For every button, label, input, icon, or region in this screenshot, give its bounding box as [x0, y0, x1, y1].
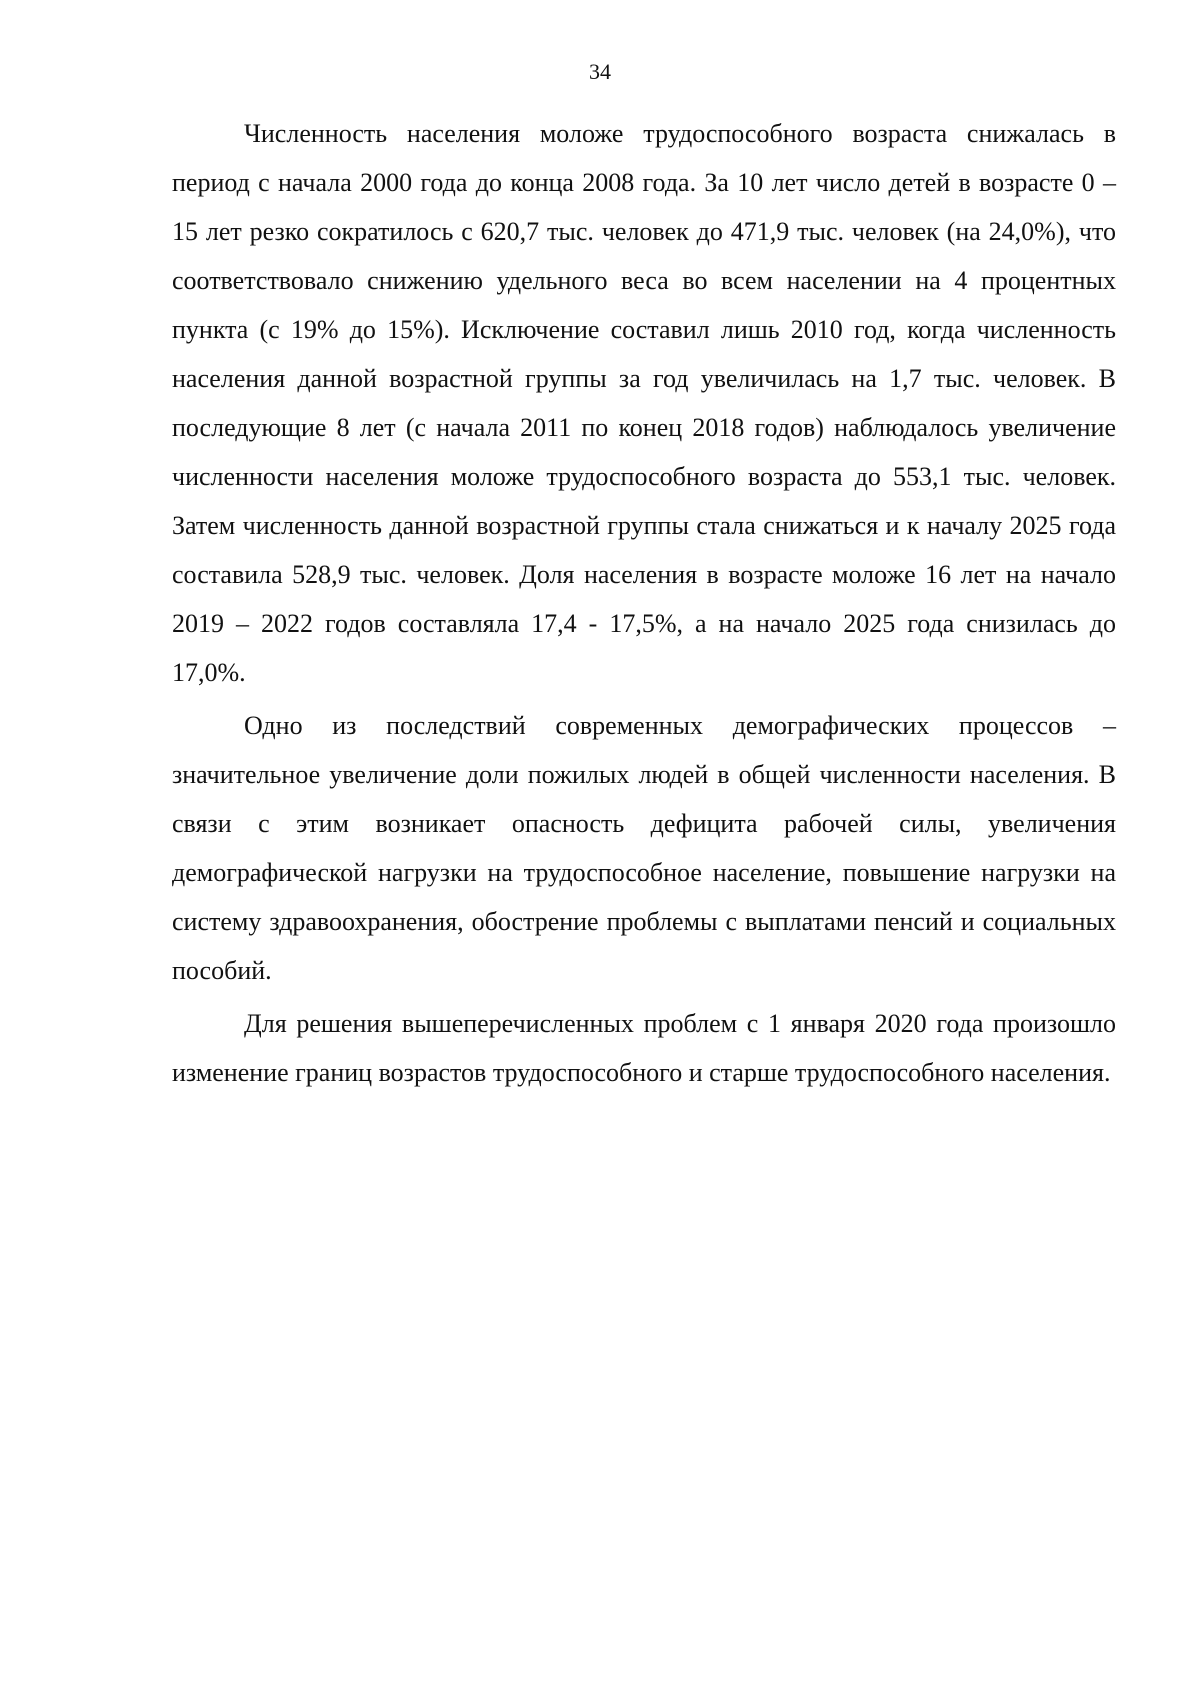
body-text [172, 109, 1116, 1101]
page-number: 34 [589, 59, 611, 84]
paragraph-child-population: Численность населения моложе трудоспособного возраста снижалась в период с начала 2000 года до конца 2008 года. За 10 лет число детей в возрасте 0 – 15 лет резко сократилось с 620,7 тыс. человек до 471,9 тыс. человек (на 24,0%), что соответствовало снижению удельного веса во всем населении на 4 процентных пункта (с 19% до 15%). Исключение составил лишь 2010 год, когда численность населения данной возрастной группы за год увеличилась на 1,7 тыс. человек. В последующие 8 лет (с начала 2011 по конец 2018 годов) наблюдалось увеличение численности населения моложе трудоспособного возраста до 553,1 тыс. человек. Затем численность данной возрастной группы стала снижаться и к началу 2025 года составила 528,9 тыс. человек. Доля населения в возрасте моложе 16 лет на начало 2019 – 2022 годов составляла 17,4 - 17,5%, а на начало 2025 года снизилась до 17,0%. [172, 119, 1116, 687]
paragraph-age-boundaries-change: Для решения вышеперечисленных проблем с 1 января 2020 года произошло изменение границ возрастов трудоспособного и старше трудоспособного населения. [172, 1009, 1116, 1087]
paragraph-aging-consequences: Одно из последствий современных демографических процессов – значительное увеличение доли пожилых людей в общей численности населения. В связи с этим возникает опасность дефицита рабочей силы, увеличения демографической нагрузки на трудоспособное население, повышение нагрузки на систему здравоохранения, обострение проблемы с выплатами пенсий и социальных пособий. [172, 711, 1116, 985]
